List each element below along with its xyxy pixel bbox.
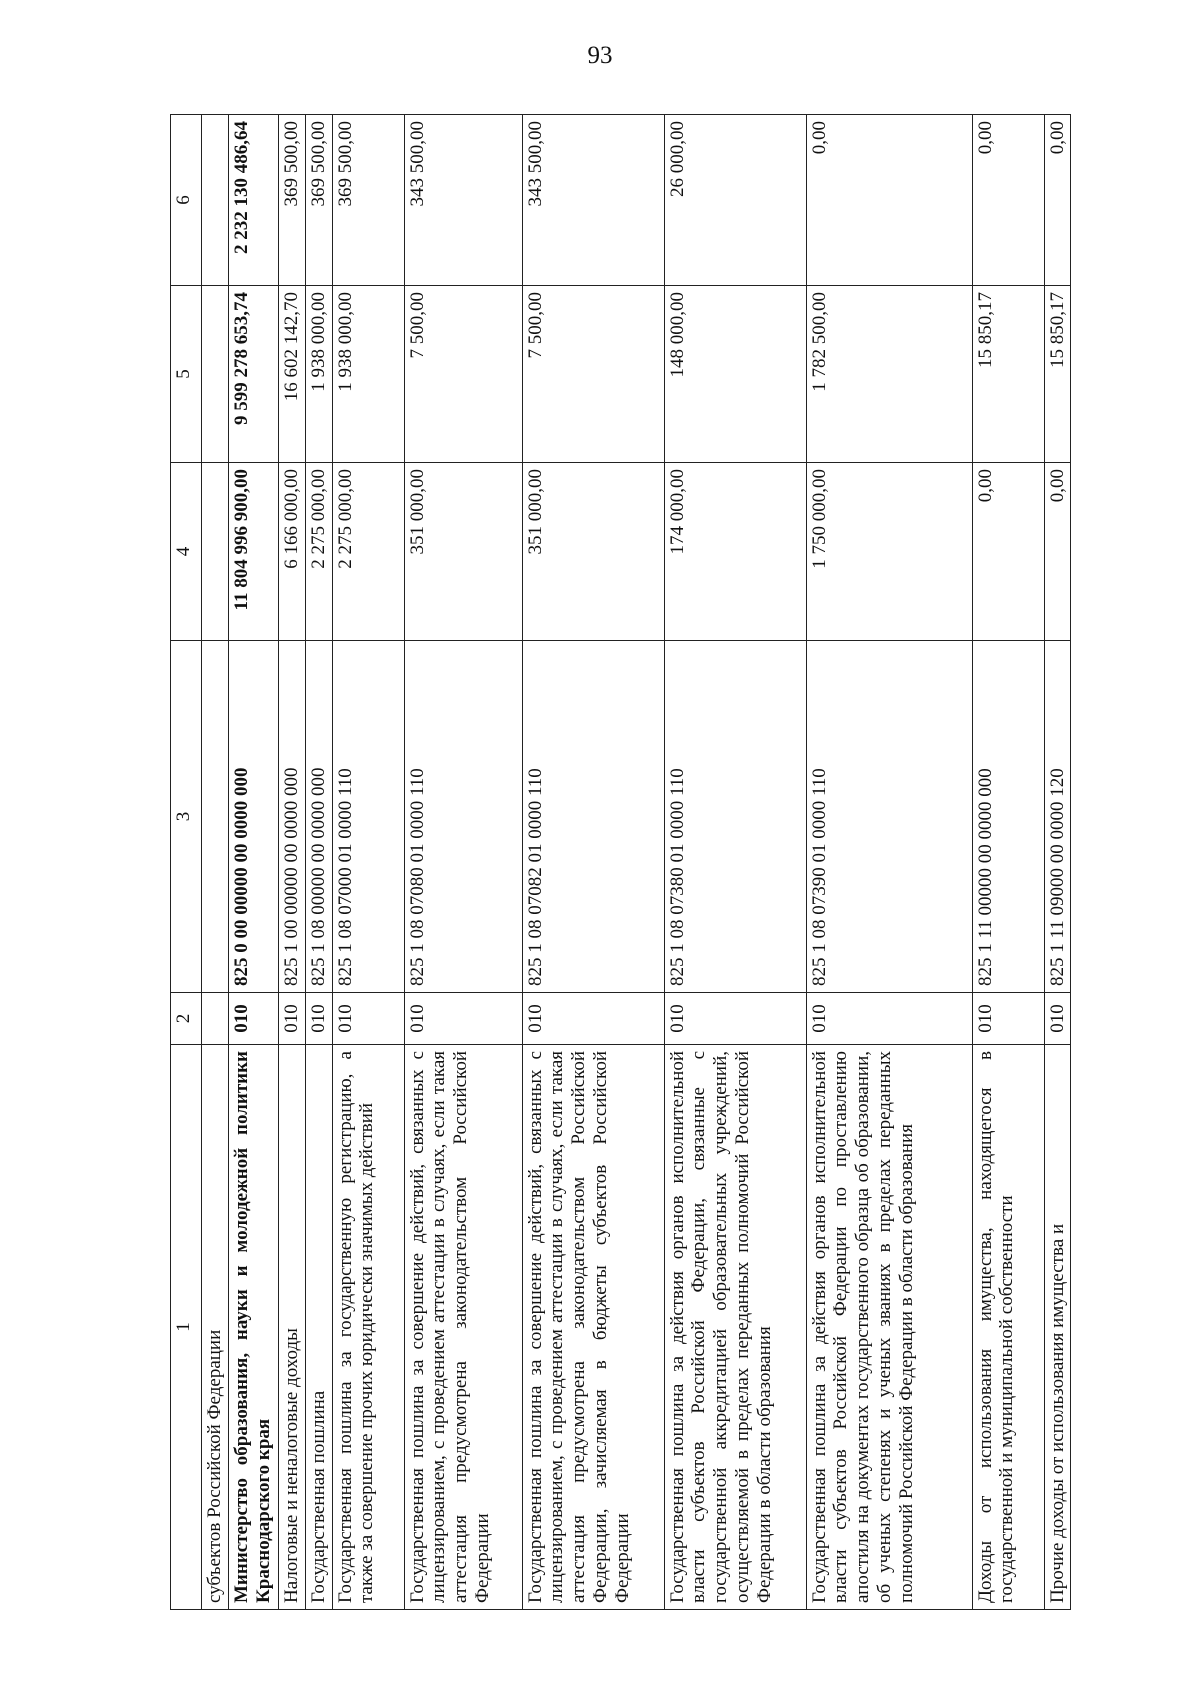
- row-kbk-cell: 825 1 11 09000 00 0000 120: [1044, 641, 1071, 993]
- row-name-cell: Министерство образования, науки и молодежной политики Краснодарского края: [228, 1045, 278, 1610]
- row-kbk-cell: [202, 641, 229, 993]
- row-value-6-cell: 369 500,00: [305, 115, 332, 286]
- row-name-cell: Доходы от использования имущества, находящегося в государственной и муниципальной собственности: [972, 1045, 1044, 1610]
- table-row: [664, 115, 806, 1610]
- row-value-5-cell: 9 599 278 653,74: [228, 286, 278, 463]
- row-value-4-cell: 6 166 000,00: [278, 463, 305, 641]
- row-value-5-cell: 15 850,17: [1044, 286, 1071, 463]
- row-value-5-cell: 148 000,00: [664, 286, 806, 463]
- row-kbk-cell: 825 1 08 07082 01 0000 110: [522, 641, 664, 993]
- table-row: [305, 115, 332, 1610]
- row-value-4-cell: 351 000,00: [522, 463, 664, 641]
- row-code-cell: 010: [278, 993, 305, 1045]
- row-value-4-cell: [202, 463, 229, 641]
- row-kbk-cell: 825 0 00 00000 00 0000 000: [228, 641, 278, 993]
- row-code-cell: 010: [806, 993, 972, 1045]
- row-code-cell: 010: [332, 993, 404, 1045]
- row-name-cell: Государственная пошлина за государственную регистрацию, а также за совершение прочих юридически значимых действий: [332, 1045, 404, 1610]
- table-row: [522, 115, 664, 1610]
- header-cell: 3: [171, 641, 202, 993]
- row-value-4-cell: 2 275 000,00: [305, 463, 332, 641]
- row-value-6-cell: 0,00: [806, 115, 972, 286]
- row-kbk-cell: 825 1 08 07000 01 0000 110: [332, 641, 404, 993]
- row-value-6-cell: 369 500,00: [332, 115, 404, 286]
- row-kbk-cell: 825 1 11 00000 00 0000 000: [972, 641, 1044, 993]
- row-code-cell: 010: [522, 993, 664, 1045]
- row-value-5-cell: 1 938 000,00: [332, 286, 404, 463]
- row-value-4-cell: 0,00: [972, 463, 1044, 641]
- row-kbk-cell: 825 1 00 00000 00 0000 000: [278, 641, 305, 993]
- table-row: [278, 115, 305, 1610]
- row-value-5-cell: [202, 286, 229, 463]
- row-value-6-cell: 343 500,00: [404, 115, 522, 286]
- row-code-cell: [202, 993, 229, 1045]
- row-value-5-cell: 7 500,00: [522, 286, 664, 463]
- row-value-4-cell: 2 275 000,00: [332, 463, 404, 641]
- row-value-6-cell: 369 500,00: [278, 115, 305, 286]
- header-row: [171, 115, 202, 1610]
- row-code-cell: 010: [228, 993, 278, 1045]
- row-kbk-cell: 825 1 08 07380 01 0000 110: [664, 641, 806, 993]
- header-cell: 2: [171, 993, 202, 1045]
- row-name-cell: Государственная пошлина: [305, 1045, 332, 1610]
- row-name-cell: Государственная пошлина за действия органов исполнительной власти субъектов Российской Федерации, связанные с государственной аккредитацией образовательных учреждений, осуществляемой в пределах переданных полномочий Российской Федерации в области образования: [664, 1045, 806, 1610]
- table-body: [202, 115, 1071, 1610]
- row-value-5-cell: 1 782 500,00: [806, 286, 972, 463]
- row-value-6-cell: 0,00: [972, 115, 1044, 286]
- rotated-table-container: [170, 115, 1068, 1610]
- table-row: [1044, 115, 1071, 1610]
- row-kbk-cell: 825 1 08 07390 01 0000 110: [806, 641, 972, 993]
- table-row: [806, 115, 972, 1610]
- row-name-cell: Государственная пошлина за совершение действий, связанных с лицензированием, с проведением аттестации в случаях, если такая аттестация предусмотрена законодательством Российской Федерации, зачисляемая в бюджеты субъектов Российской Федерации: [522, 1045, 664, 1610]
- row-value-5-cell: 15 850,17: [972, 286, 1044, 463]
- row-value-6-cell: 26 000,00: [664, 115, 806, 286]
- header-cell: 1: [171, 1045, 202, 1610]
- row-name-cell: Прочие доходы от использования имущества и: [1044, 1045, 1071, 1610]
- row-value-4-cell: 11 804 996 900,00: [228, 463, 278, 641]
- row-value-5-cell: 7 500,00: [404, 286, 522, 463]
- row-code-cell: 010: [1044, 993, 1071, 1045]
- row-value-5-cell: 1 938 000,00: [305, 286, 332, 463]
- row-kbk-cell: 825 1 08 07080 01 0000 110: [404, 641, 522, 993]
- row-name-cell: Государственная пошлина за совершение действий, связанных с лицензированием, с проведением аттестации в случаях, если такая аттестация предусмотрена законодательством Российской Федерации: [404, 1045, 522, 1610]
- row-value-6-cell: [202, 115, 229, 286]
- table-row: [202, 115, 229, 1610]
- row-value-4-cell: 1 750 000,00: [806, 463, 972, 641]
- row-value-5-cell: 16 602 142,70: [278, 286, 305, 463]
- revenue-table: [170, 114, 1071, 1610]
- row-value-4-cell: 351 000,00: [404, 463, 522, 641]
- row-value-6-cell: 343 500,00: [522, 115, 664, 286]
- table-row: [228, 115, 278, 1610]
- row-value-6-cell: 2 232 130 486,64: [228, 115, 278, 286]
- row-value-4-cell: 174 000,00: [664, 463, 806, 641]
- page-number: 93: [587, 42, 613, 69]
- row-code-cell: 010: [972, 993, 1044, 1045]
- table-row: [404, 115, 522, 1610]
- row-code-cell: 010: [664, 993, 806, 1045]
- table-row: [332, 115, 404, 1610]
- header-cell: 5: [171, 286, 202, 463]
- row-name-cell: Государственная пошлина за действия органов исполнительной власти субъектов Российской Федерации по проставлению апостиля на документах государственного образца об образовании, об ученых степенях и ученых званиях в пределах переданных полномочий Российской Федерации в области образования: [806, 1045, 972, 1610]
- row-name-cell: субъектов Российской Федерации: [202, 1045, 229, 1610]
- header-cell: 6: [171, 115, 202, 286]
- row-name-cell: Налоговые и неналоговые доходы: [278, 1045, 305, 1610]
- table-row: [972, 115, 1044, 1610]
- header-cell: 4: [171, 463, 202, 641]
- row-code-cell: 010: [404, 993, 522, 1045]
- row-code-cell: 010: [305, 993, 332, 1045]
- row-value-4-cell: 0,00: [1044, 463, 1071, 641]
- row-value-6-cell: 0,00: [1044, 115, 1071, 286]
- row-kbk-cell: 825 1 08 00000 00 0000 000: [305, 641, 332, 993]
